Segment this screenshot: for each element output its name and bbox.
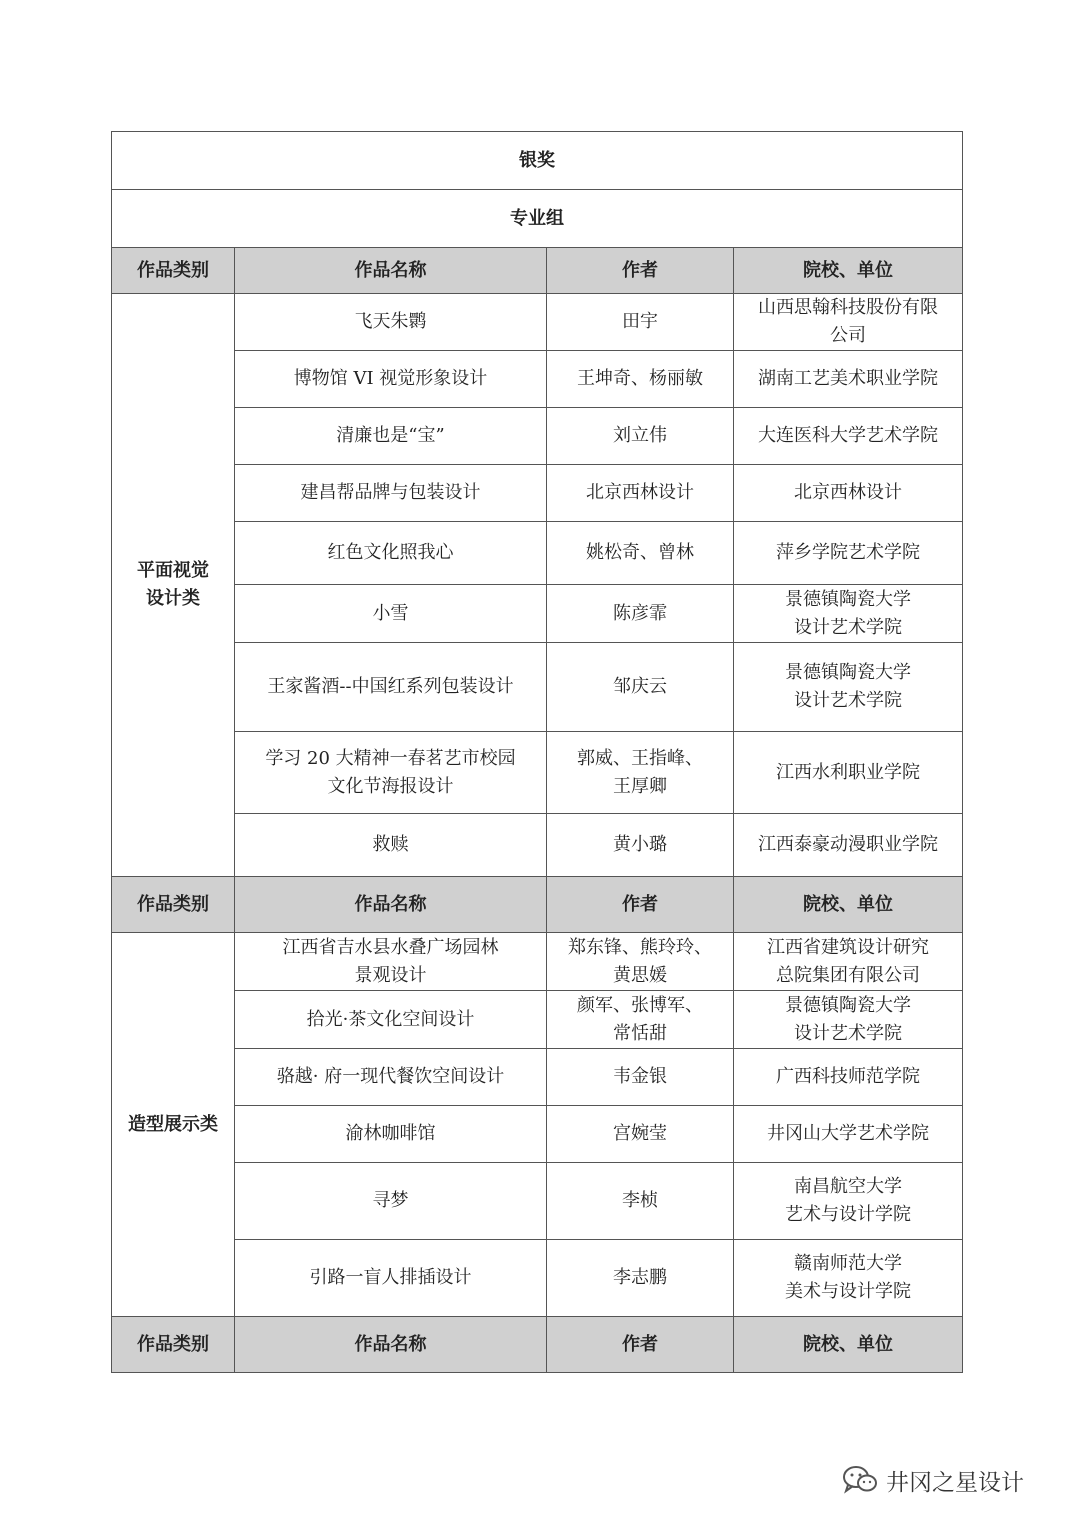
header-author: 作者 [547, 1317, 734, 1373]
work-name-cell-line: 小雪 [372, 602, 409, 624]
author-cell [547, 643, 734, 732]
org-cell-line: 景德镇陶瓷大学 [785, 588, 911, 610]
header-author: 作者 [547, 248, 734, 294]
author-cell-line: 黄思媛 [613, 964, 667, 986]
author-cell [547, 814, 734, 877]
author-cell-line: 郑东锋、熊玲玲、 [568, 936, 712, 958]
org-cell-line: 赣南师范大学 [794, 1253, 902, 1274]
author-cell-line: 北京西林设计 [586, 482, 694, 503]
table-row [112, 1049, 963, 1106]
category-line: 平面视觉 [137, 560, 209, 581]
header-row [112, 877, 963, 933]
org-cell [734, 1106, 963, 1163]
header-org: 院校、单位 [734, 1317, 963, 1373]
org-cell-line: 北京西林设计 [794, 482, 902, 503]
author-cell [547, 1049, 734, 1106]
author-cell [547, 585, 734, 643]
work-name-cell-line: 清廉也是“宝” [336, 425, 445, 446]
table-row [112, 408, 963, 465]
org-cell-line: 井冈山大学艺术学院 [767, 1123, 929, 1144]
award-title: 银奖 [112, 132, 963, 190]
work-name-cell-line: 骆越· 府一现代餐饮空间设计 [276, 1066, 505, 1087]
org-cell [734, 294, 963, 351]
work-name-cell-line: 救赎 [372, 834, 409, 855]
author-cell-line: 王厚卿 [613, 775, 667, 797]
group-title: 专业组 [112, 190, 963, 248]
work-name-cell-line: 红色文化照我心 [327, 542, 454, 563]
wechat-icon [842, 1465, 878, 1495]
watermark [842, 1460, 1024, 1500]
work-name-cell [235, 732, 547, 814]
org-cell [734, 1049, 963, 1106]
author-cell [547, 294, 734, 351]
work-name-cell-line: 寻梦 [372, 1190, 409, 1211]
author-cell-line: 宫婉莹 [613, 1123, 667, 1144]
header-work: 作品名称 [235, 248, 547, 294]
table-row [112, 933, 963, 991]
awards-table [111, 131, 963, 1373]
watermark-text: 井冈之星设计 [886, 1469, 1024, 1496]
org-cell-line: 设计艺术学院 [794, 690, 902, 711]
author-cell-line: 王坤奇、杨丽敏 [577, 368, 703, 389]
org-cell [734, 643, 963, 732]
work-name-cell [235, 585, 547, 643]
org-cell-line: 设计艺术学院 [794, 1022, 902, 1044]
table-row [112, 1240, 963, 1317]
author-cell [547, 1106, 734, 1163]
org-cell [734, 465, 963, 522]
org-cell-line: 设计艺术学院 [794, 616, 902, 638]
org-cell [734, 732, 963, 814]
org-cell-line: 大连医科大学艺术学院 [758, 425, 938, 446]
org-cell [734, 814, 963, 877]
header-category: 作品类别 [112, 1317, 235, 1373]
org-cell-line: 江西省建筑设计研究 [767, 936, 929, 958]
author-cell-line: 常恬甜 [613, 1022, 667, 1044]
work-name-cell-line: 学习 20 大精神一春茗艺市校园 [265, 747, 516, 769]
table-row [112, 643, 963, 732]
org-cell [734, 991, 963, 1049]
author-cell-line: 郭威、王指峰、 [577, 747, 703, 769]
org-cell-line: 湖南工艺美术职业学院 [758, 368, 938, 389]
header-category: 作品类别 [112, 877, 235, 933]
org-cell-line: 总院集团有限公司 [776, 964, 920, 986]
org-cell-line: 广西科技师范学院 [776, 1066, 920, 1087]
work-name-cell [235, 1163, 547, 1240]
org-cell-line: 江西泰豪动漫职业学院 [758, 834, 938, 855]
table-row [112, 1163, 963, 1240]
work-name-cell [235, 1106, 547, 1163]
author-cell-line: 颜军、张博军、 [577, 994, 703, 1016]
work-name-cell [235, 933, 547, 991]
org-cell-line: 萍乡学院艺术学院 [776, 542, 920, 563]
work-name-cell [235, 465, 547, 522]
header-org: 院校、单位 [734, 877, 963, 933]
author-cell [547, 991, 734, 1049]
org-cell [734, 522, 963, 585]
table-row [112, 991, 963, 1049]
header-row [112, 1317, 963, 1373]
table-row [112, 585, 963, 643]
table-row [112, 351, 963, 408]
author-cell-line: 韦金银 [613, 1066, 667, 1087]
work-name-cell-line: 王家酱酒--中国红系列包装设计 [267, 676, 514, 697]
org-cell [734, 351, 963, 408]
work-name-cell [235, 294, 547, 351]
org-cell [734, 585, 963, 643]
header-org: 院校、单位 [734, 248, 963, 294]
work-name-cell [235, 643, 547, 732]
work-name-cell-line: 引路一盲人排插设计 [309, 1267, 472, 1288]
org-cell [734, 1163, 963, 1240]
category-line: 设计类 [146, 588, 200, 609]
org-cell-line: 景德镇陶瓷大学 [785, 662, 911, 683]
category-cell: 造型展示类 [112, 933, 235, 1317]
author-cell [547, 1163, 734, 1240]
author-cell [547, 408, 734, 465]
org-cell-line: 美术与设计学院 [785, 1281, 911, 1302]
work-name-cell-line: 拾光·茶文化空间设计 [306, 1008, 475, 1030]
org-cell-line: 南昌航空大学 [794, 1176, 902, 1197]
header-work: 作品名称 [235, 1317, 547, 1373]
work-name-cell [235, 408, 547, 465]
author-cell [547, 351, 734, 408]
author-cell-line: 田宇 [622, 311, 658, 332]
work-name-cell [235, 351, 547, 408]
header-author: 作者 [547, 877, 734, 933]
header-row [112, 248, 963, 294]
header-category: 作品类别 [112, 248, 235, 294]
author-cell [547, 1240, 734, 1317]
work-name-cell-line: 渝林咖啡馆 [345, 1123, 436, 1144]
org-cell [734, 408, 963, 465]
work-name-cell-line: 博物馆 VI 视觉形象设计 [293, 368, 488, 389]
author-cell [547, 465, 734, 522]
table-row [112, 732, 963, 814]
author-cell-line: 李志鹏 [613, 1267, 667, 1288]
work-name-cell-line: 景观设计 [354, 964, 427, 986]
author-cell-line: 刘立伟 [613, 425, 667, 446]
author-cell [547, 732, 734, 814]
org-cell-line: 景德镇陶瓷大学 [785, 994, 911, 1016]
table-row [112, 522, 963, 585]
work-name-cell [235, 1240, 547, 1317]
work-name-cell [235, 1049, 547, 1106]
table-row [112, 465, 963, 522]
header-work: 作品名称 [235, 877, 547, 933]
org-cell-line: 山西思翰科技股份有限 [758, 297, 938, 318]
author-cell-line: 陈彦霏 [613, 602, 667, 624]
work-name-cell [235, 814, 547, 877]
org-cell [734, 1240, 963, 1317]
author-cell [547, 522, 734, 585]
author-cell-line: 黄小璐 [613, 834, 667, 855]
org-cell-line: 江西水利职业学院 [776, 761, 920, 783]
work-name-cell [235, 991, 547, 1049]
org-cell [734, 933, 963, 991]
work-name-cell-line: 江西省吉水县水叠广场园林 [282, 936, 499, 958]
table-row [112, 814, 963, 877]
author-cell-line: 姚松奇、曾林 [586, 542, 694, 563]
work-name-cell-line: 文化节海报设计 [327, 775, 454, 797]
work-name-cell-line: 飞天朱鹮 [354, 311, 427, 332]
table-row [112, 294, 963, 351]
author-cell-line: 李桢 [622, 1190, 658, 1211]
category-cell [112, 294, 235, 877]
org-cell-line: 艺术与设计学院 [785, 1204, 911, 1225]
author-cell-line: 邹庆云 [613, 676, 667, 697]
work-name-cell-line: 建昌帮品牌与包装设计 [300, 482, 481, 503]
table-row [112, 1106, 963, 1163]
author-cell [547, 933, 734, 991]
work-name-cell [235, 522, 547, 585]
org-cell-line: 公司 [830, 325, 866, 346]
